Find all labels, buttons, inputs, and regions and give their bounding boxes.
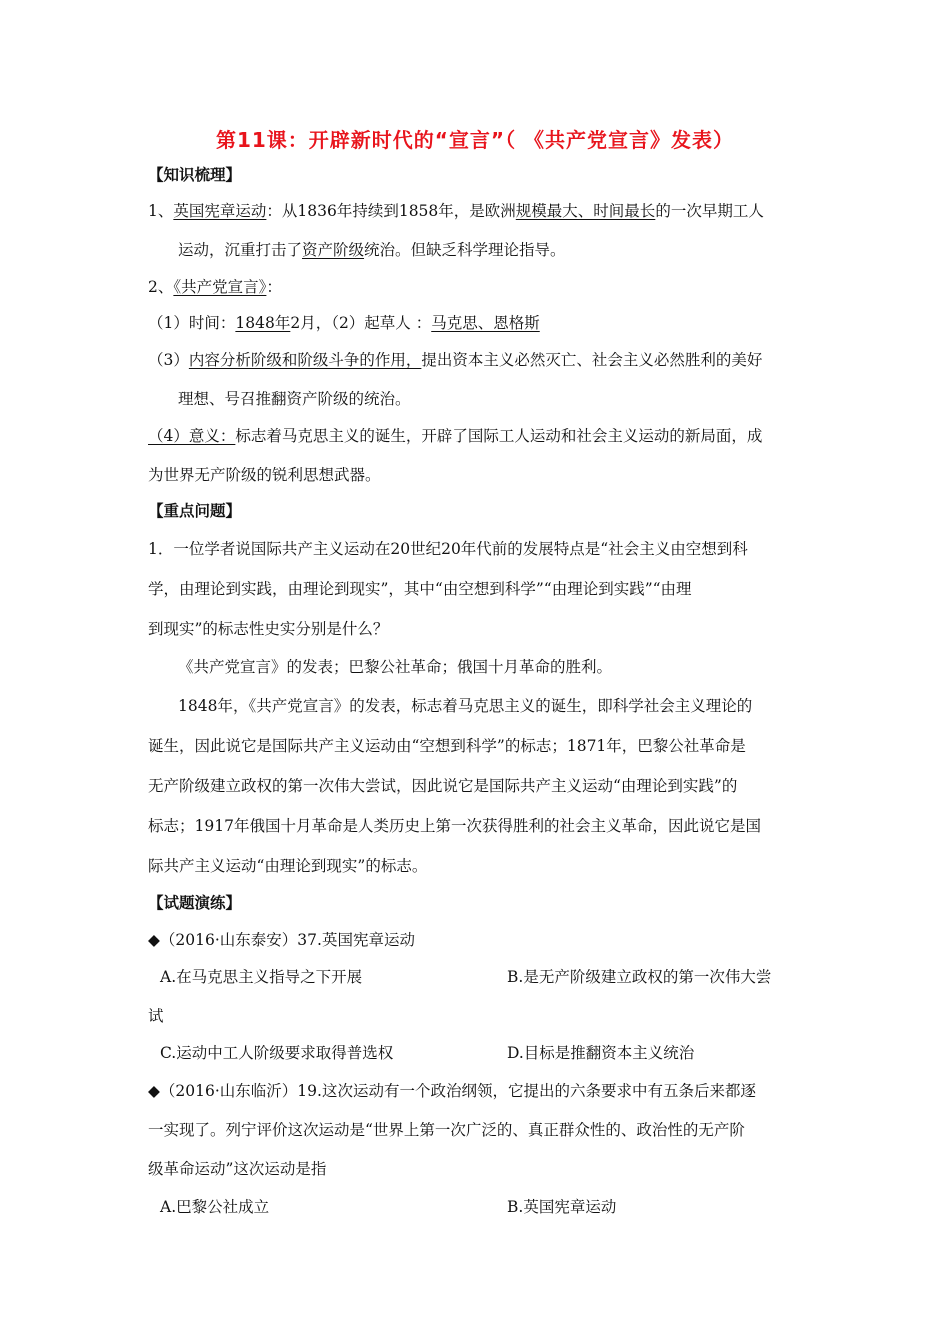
text: （3） (148, 351, 189, 369)
question-1-line-1: 1．一位学者说国际共产主义运动在20世纪20年代前的发展特点是“社会主义由空想到科 (148, 540, 748, 558)
answer-line-4: 标志；1917年俄国十月革命是人类历史上第一次获得胜利的社会主义革命，因此说它是国 (148, 817, 761, 835)
answer-summary: 《共产党宣言》的发表；巴黎公社革命；俄国十月革命的胜利。 (178, 658, 613, 676)
section-heading-knowledge: 【知识梳理】 (148, 165, 242, 184)
text: （1）时间： (148, 314, 236, 332)
knowledge-item-2-3-cont: 理想、号召推翻资产阶级的统治。 (178, 390, 411, 408)
exercise-1-option-b-cont: 试 (148, 1007, 164, 1025)
date-1848: 1848年 (235, 314, 291, 332)
question-1-line-2: 学，由理论到实践，由理论到现实”，其中“由空想到科学”“由理论到实践”“由理 (148, 580, 692, 598)
exercise-1-option-c: C.运动中工人阶级要求取得普选权 (160, 1044, 394, 1062)
knowledge-item-1 (148, 201, 764, 221)
exercise-2-stem-line-2: 一实现了。列宁评价这次运动是“世界上第一次广泛的、真正群众性的、政治性的无产阶 (148, 1121, 745, 1139)
knowledge-item-2-4-cont: 为世界无产阶级的锐利思想武器。 (148, 466, 381, 484)
text: 统治。但缺乏科学理论指导。 (364, 241, 566, 259)
question-1-line-3: 到现实”的标志性史实分别是什么？ (148, 620, 389, 638)
section-heading-key-questions: 【重点问题】 (148, 501, 242, 520)
knowledge-item-2-1 (148, 313, 540, 333)
text: 标志着马克思主义的诞生，开辟了国际工人运动和社会主义运动的新局面，成 (235, 427, 763, 445)
exercise-1-option-b: B.是无产阶级建立政权的第一次伟大尝 (507, 968, 772, 986)
text: ： (266, 278, 282, 296)
answer-line-2: 诞生，因此说它是国际共产主义运动由“空想到科学”的标志；1871年，巴黎公社革命是 (148, 737, 746, 755)
section-heading-exercises: 【试题演练】 (148, 893, 242, 912)
knowledge-item-2-3 (148, 350, 762, 370)
text: 的一次早期工人 (655, 202, 764, 220)
authors: 马克思、恩格斯 (431, 314, 540, 332)
item-number: 2、 (148, 278, 174, 296)
answer-line-5: 际共产主义运动“由理论到现实”的标志。 (148, 857, 428, 875)
term-bourgeoisie: 资产阶级 (302, 241, 365, 259)
exercise-1-option-d: D.目标是推翻资本主义统治 (507, 1044, 695, 1062)
answer-line-1: 1848年，《共产党宣言》的发表，标志着马克思主义的诞生，即科学社会主义理论的 (178, 697, 753, 715)
knowledge-item-2 (148, 277, 282, 297)
exercise-2-stem-line-3: 级革命运动”这次运动是指 (148, 1160, 327, 1178)
significance-label: （4）意义： (148, 427, 236, 445)
answer-line-3: 无产阶级建立政权的第一次伟大尝试，因此说它是国际共产主义运动“由理论到实践”的 (148, 777, 738, 795)
page-title: 第11课：开辟新时代的“宣言”（ 《共产党宣言》发表） (215, 128, 735, 152)
knowledge-item-2-4 (148, 426, 762, 446)
item-number: 1、 (148, 202, 174, 220)
content-analysis: 内容分析阶级和阶级斗争的作用， (188, 351, 422, 369)
knowledge-item-1-cont (178, 240, 566, 260)
highlight-scale: 规模最大、时间最长 (515, 202, 656, 220)
text: ：从1836年持续到1858年，是欧洲 (266, 202, 516, 220)
exercise-2-stem-line-1: ◆（2016·山东临沂）19.这次运动有一个政治纲领，它提出的六条要求中有五条后来都逐 (148, 1082, 756, 1100)
exercise-2-option-b: B.英国宪章运动 (507, 1198, 617, 1216)
term-manifesto: 《共产党宣言》 (173, 278, 267, 296)
term-chartism: 英国宪章运动 (173, 202, 267, 220)
exercise-2-option-a: A.巴黎公社成立 (160, 1198, 270, 1216)
text: 运动，沉重打击了 (178, 241, 303, 259)
exercise-1-option-a: A.在马克思主义指导之下开展 (160, 968, 363, 986)
exercise-1-stem: ◆（2016·山东泰安）37.英国宪章运动 (148, 931, 415, 949)
text: 提出资本主义必然灭亡、社会主义必然胜利的美好 (421, 351, 763, 369)
text: 2月，（2）起草人 ： (290, 314, 432, 332)
